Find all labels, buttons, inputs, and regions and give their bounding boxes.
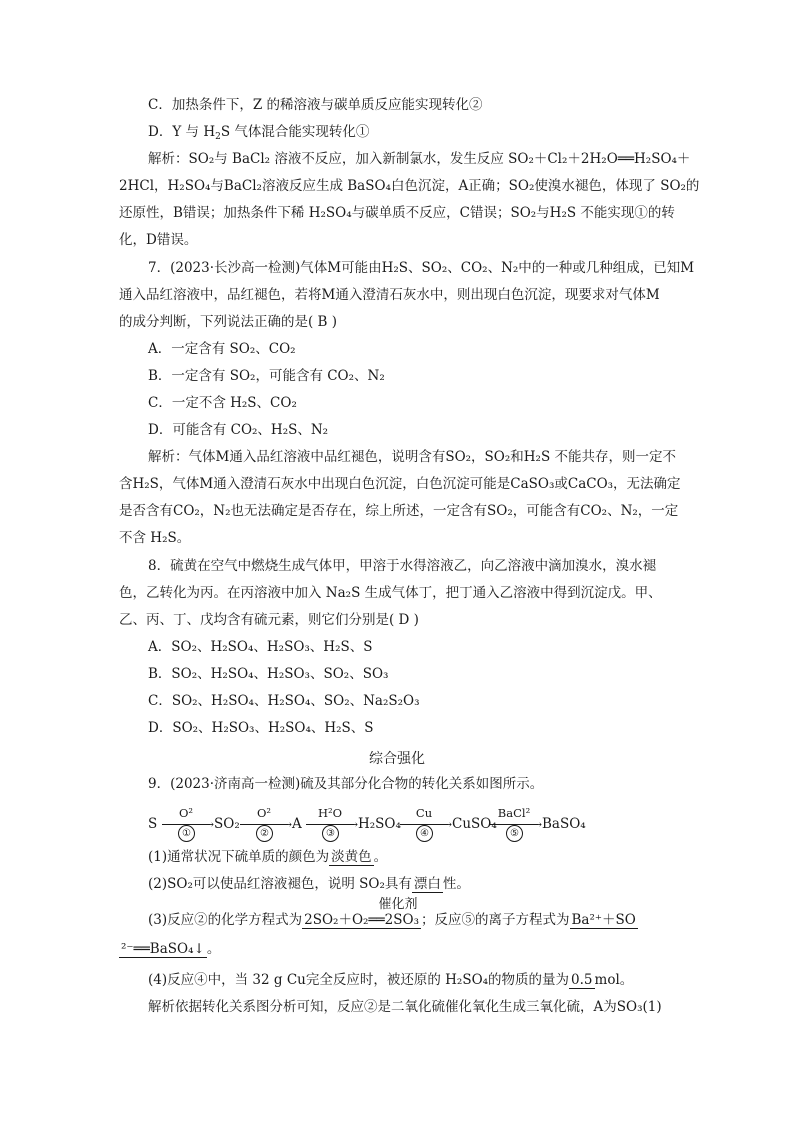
arrow-right-icon: → [442, 818, 452, 831]
q8-stem-line-3: 乙、丙、丁、戊均含有硫元素，则它们分别是( D ) [119, 612, 419, 628]
q7-stem-line-2: 通入品红溶液中，品红褪色，若将M通入澄清石灰水中，则出现白色沉淀，现要求对气体M [119, 287, 660, 303]
arrow-right-icon: → [348, 818, 358, 831]
flow-step-4 [400, 806, 452, 840]
q9-analysis-line-1: 解析依据转化关系图分析可知，反应②是二氧化硫催化氧化生成三氧化硫，A为SO₃(1) [148, 999, 662, 1015]
arrow-right-icon: → [282, 818, 292, 831]
q6-analysis-line-1: 解析：SO₂与 BaCl₂ 溶液不反应，加入新制氯水，发生反应 SO₂＋Cl₂＋2H₂O══H₂SO₄＋ [148, 151, 691, 167]
flow-node-h2so4: H₂SO₄ [358, 816, 401, 832]
flow-step-5 [490, 806, 542, 840]
q7-option-b: B．一定含有 SO₂，可能含有 CO₂、N₂ [148, 368, 385, 384]
q8-option-d: D．SO₂、H₂SO₃、H₂SO₄、H₂S、S [148, 720, 374, 736]
flow-step-2 [240, 806, 292, 840]
q8-stem-line-2: 色，乙转化为丙。在丙溶液中加入 Na₂S 生成气体丁，把丁通入乙溶液中得到沉淀戊。甲、 [119, 585, 662, 601]
flow-node-a: A [292, 816, 302, 832]
q7-option-d: D．可能含有 CO₂、H₂S、N₂ [148, 422, 329, 438]
flow-step-number-4: ④ [416, 825, 433, 842]
q7-analysis-line-3: 是否含有CO₂，N₂也无法确定是否存在，综上所述，一定含有SO₂，可能含有CO₂、N₂，一定 [119, 503, 679, 519]
q9-sub-3-cont: ²⁻══BaSO₄↓ 。 [121, 941, 221, 957]
answer-blank-3: 2SO₂＋O₂══2SO₃ [304, 912, 419, 928]
flow-reagent-1: O² [178, 806, 194, 820]
flow-step-number-3: ③ [322, 825, 339, 842]
q7-option-c: C．一定不含 H₂S、CO₂ [148, 395, 297, 411]
flow-node-baso4: BaSO₄ [542, 816, 586, 832]
flow-step-1 [162, 806, 214, 840]
flow-node-s: S [148, 816, 158, 832]
q6-option-d: D．Y 与 $H_2S$ 气体混合能实现转化① [148, 124, 370, 142]
flow-step-number-2: ② [256, 825, 273, 842]
q9-sub-3: (3)反应②的化学方程式为 2SO₂＋O₂══2SO₃ ；反应⑤的离子方程式为 Ba²⁺＋SO [148, 912, 636, 928]
flow-step-3 [306, 806, 358, 840]
q6-option-c: C．加热条件下，Z 的稀溶液与碳单质反应能实现转化② [148, 97, 483, 113]
q7-stem-line-1: 7．(2023·长沙高一检测)气体M可能由H₂S、SO₂、CO₂、N₂中的一种或几种组成，已知M [148, 260, 695, 276]
q8-stem-line-1: 8．硫黄在空气中燃烧生成气体甲，甲溶于水得溶液乙，向乙溶液中滴加溴水，溴水褪 [148, 558, 657, 574]
q8-option-b: B．SO₂、H₂SO₄、H₂SO₃、SO₂、SO₃ [148, 666, 389, 682]
q6-analysis-line-4: 化，D错误。 [119, 232, 198, 248]
flow-step-number-5: ⑤ [506, 825, 523, 842]
q9-stem: 9．(2023·济南高一检测)硫及其部分化合物的转化关系如图所示。 [148, 776, 544, 792]
q8-option-a: A．SO₂、H₂SO₄、H₂SO₃、H₂S、S [148, 639, 373, 655]
answer-blank-5: 0.5 [571, 972, 593, 988]
q7-analysis-line-4: 不含 H₂S。 [119, 530, 191, 546]
flow-node-so2: SO₂ [214, 816, 240, 832]
arrow-right-icon: → [204, 818, 214, 831]
q7-option-a: A．一定含有 SO₂、CO₂ [148, 341, 296, 357]
flow-reagent-3: H²O [317, 806, 343, 820]
answer-blank-4: Ba²⁺＋SO [571, 912, 636, 928]
q8-option-c: C．SO₂、H₂SO₄、H₂SO₄、SO₂、Na₂S₂O₃ [148, 693, 420, 709]
q7-analysis-line-2: 含H₂S，气体M通入澄清石灰水中出现白色沉淀，白色沉淀可能是CaSO₃或CaCO₃，无法确定 [119, 476, 681, 492]
flow-reagent-2: O² [256, 806, 272, 820]
flow-node-cuso4: CuSO₄ [452, 816, 497, 832]
flow-reagent-4: Cu [415, 806, 433, 820]
flow-reagent-5: BaCl² [497, 806, 531, 820]
answer-blank-4-cont: ²⁻══BaSO₄↓ [121, 941, 205, 957]
answer-blank-1: 淡黄色 [331, 849, 372, 865]
arrow-right-icon: → [532, 818, 542, 831]
catalyst-label: 催化剂 [378, 897, 418, 912]
q9-sub-2: (2)SO₂可以使品红溶液褪色，说明 SO₂具有 漂白 性。 [148, 876, 470, 892]
q9-sub-4: (4)反应④中，当 32 g Cu完全反应时，被还原的 H₂SO₄的物质的量为 0.5 mol。 [148, 972, 634, 988]
q6-analysis-line-2: 2HCl，H₂SO₄与BaCl₂溶液反应生成 BaSO₄白色沉淀，A正确；SO₂使溴水褪色，体现了 SO₂的 [119, 178, 700, 194]
q7-stem-line-3: 的成分判断，下列说法正确的是( B ) [119, 314, 338, 330]
q6-analysis-line-3: 还原性，B错误；加热条件下稀 H₂SO₄与碳单质不反应，C错误；SO₂与H₂S 不能实现①的转 [119, 205, 675, 221]
flow-step-number-1: ① [178, 825, 195, 842]
section-heading: 综合强化 [369, 751, 425, 767]
q9-sub-1: (1)通常状况下硫单质的颜色为 淡黄色 。 [148, 849, 388, 865]
q7-analysis-line-1: 解析：气体M通入品红溶液中品红褪色，说明含有SO₂，SO₂和H₂S 不能共存，则一定不 [148, 449, 677, 465]
answer-blank-2: 漂白 [413, 876, 441, 892]
